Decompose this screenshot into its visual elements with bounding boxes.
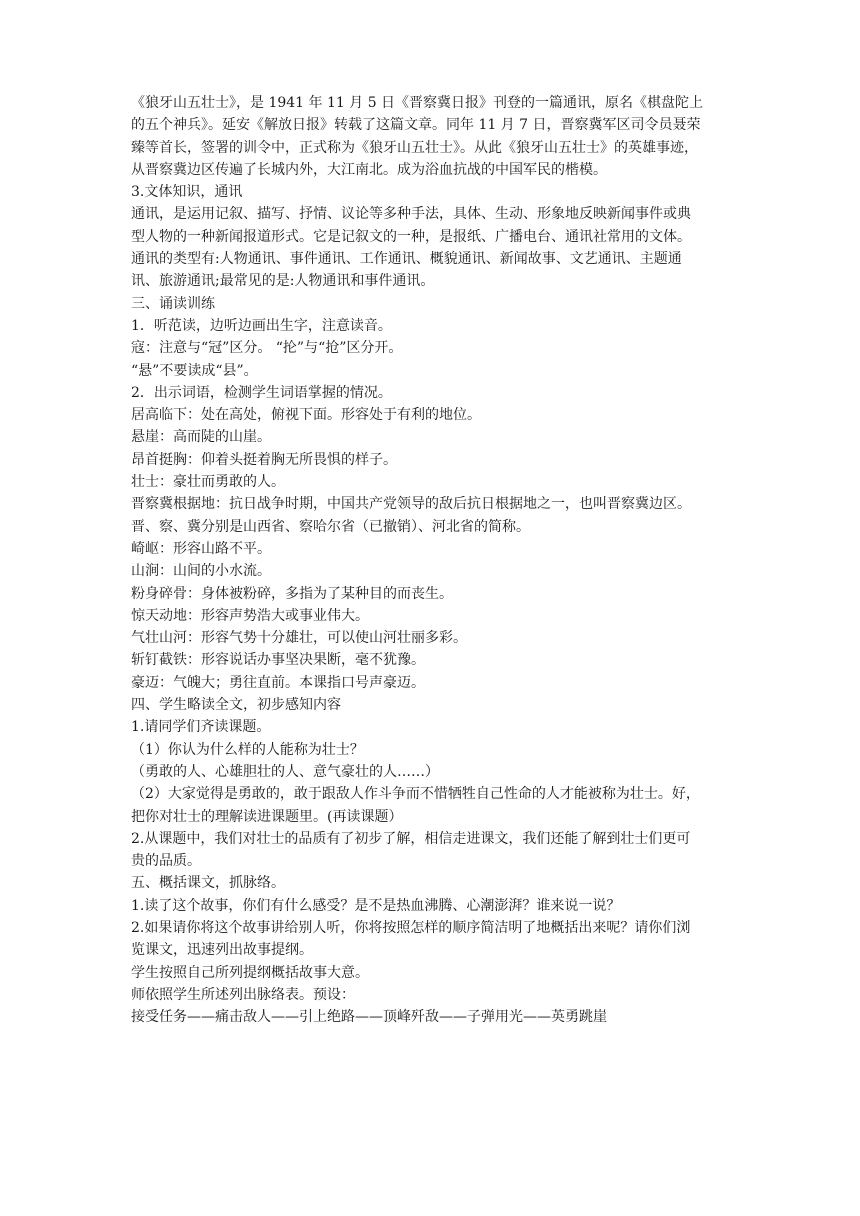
text-line: （2）大家觉得是勇敢的，敢于跟敌人作斗争而不惜牺牲自己性命的人才能被称为壮士。好， <box>131 786 700 803</box>
text-line: 学生按照自己所列提纲概括故事大意。 <box>131 964 369 981</box>
section-heading: 三、诵读训练 <box>131 295 215 312</box>
list-item: 2.如果请你将这个故事讲给别人听，你将按照怎样的顺序简洁明了地概括出来呢？请你们浏 <box>131 919 691 936</box>
section-heading: 五、概括课文，抓脉络。 <box>131 875 285 892</box>
list-item: 1.读了这个故事，你们有什么感受？是不是热血沸腾、心潮澎湃？谁来说一说？ <box>131 897 621 914</box>
section-heading: 四、学生略读全文，初步感知内容 <box>131 697 341 714</box>
vocab-entry: 壮士：豪壮而勇敢的人。 <box>131 474 285 491</box>
list-item: 2.从课题中，我们对壮士的品质有了初步了解，相信走进课文，我们还能了解到壮士们更可 <box>131 830 691 847</box>
document-body <box>131 92 735 1028</box>
text-line: 览课文，迅速列出故事提纲。 <box>131 942 313 959</box>
text-line: （勇敢的人、心雄胆壮的人、意气豪壮的人……） <box>131 763 439 780</box>
outline-line: 接受任务——痛击敌人——引上绝路——顶峰歼敌——子弹用光——英勇跳崖 <box>131 1009 607 1026</box>
text-line: （1）你认为什么样的人能称为壮士？ <box>131 741 364 758</box>
text-line: 臻等首长，签署的训令中，正式称为《狼牙山五壮士》。从此《狼牙山五壮士》的英雄事迹， <box>131 139 698 156</box>
text-line: “悬”不要读成“县”。 <box>131 362 258 379</box>
text-line: 师依照学生所述列出脉络表。预设： <box>131 986 355 1003</box>
text-line: 通讯的类型有:人物通讯、事件通讯、工作通讯、概貌通讯、新闻故事、文艺通讯、主题通 <box>131 251 682 268</box>
text-line: 晋、察、冀分别是山西省、察哈尔省（已撤销）、河北省的简称。 <box>131 518 530 535</box>
section-heading: 3.文体知识，通讯 <box>131 184 243 201</box>
text-line: 把你对壮士的理解读进课题里。(再读课题） <box>131 808 403 825</box>
vocab-entry: 惊天动地：形容声势浩大或事业伟大。 <box>131 607 369 624</box>
vocab-entry: 晋察冀根据地：抗日战争时期，中国共产党领导的敌后抗日根据地之一，也叫晋察冀边区。 <box>131 496 691 513</box>
vocab-entry: 崎岖：形容山路不平。 <box>131 540 271 557</box>
list-item: 1．听范读，边听边画出生字，注意读音。 <box>131 317 392 334</box>
text-line: 的五个神兵》。延安《解放日报》转载了这篇文章。同年 11 月 7 日，晋察冀军区司令员聂荣 <box>131 117 701 134</box>
vocab-entry: 山涧：山间的小水流。 <box>131 563 271 580</box>
text-line: 《狼牙山五壮士》，是 1941 年 11 月 5 日《晋察冀日报》刊登的一篇通讯，原名《棋盘陀上 <box>131 95 704 111</box>
text-line: 贵的品质。 <box>131 853 201 870</box>
vocab-entry: 粉身碎骨：身体被粉碎，多指为了某种目的而丧生。 <box>131 585 453 602</box>
text-line: 讯、旅游通讯;最常见的是:人物通讯和事件通讯。 <box>131 273 435 290</box>
list-item: 2．出示词语，检测学生词语掌握的情况。 <box>131 384 392 401</box>
vocab-entry: 昂首挺胸：仰着头挺着胸无所畏惧的样子。 <box>131 451 397 468</box>
list-item: 1.请同学们齐读课题。 <box>131 719 271 736</box>
vocab-entry: 居高临下：处在高处，俯视下面。形容处于有利的地位。 <box>131 407 481 424</box>
vocab-entry: 豪迈：气魄大；勇往直前。本课指口号声豪迈。 <box>131 674 425 691</box>
text-line: 从晋察冀边区传遍了长城内外，大江南北。成为浴血抗战的中国军民的楷模。 <box>131 161 607 178</box>
text-line: 通讯，是运用记叙、描写、抒情、议论等多种手法，具体、生动、形象地反映新闻事件或典 <box>131 206 691 223</box>
vocab-entry: 气壮山河：形容气势十分雄壮，可以使山河壮丽多彩。 <box>131 630 467 647</box>
vocab-entry: 悬崖：高而陡的山崖。 <box>131 429 271 446</box>
vocab-entry: 斩钉截铁：形容说话办事坚决果断，毫不犹豫。 <box>131 652 425 669</box>
text-line: 寇：注意与“冠”区分。 “抡”与“抢”区分开。 <box>131 340 403 357</box>
text-line: 型人物的一种新闻报道形式。它是记叙文的一种，是报纸、广播电台、通讯社常用的文体。 <box>131 228 691 245</box>
